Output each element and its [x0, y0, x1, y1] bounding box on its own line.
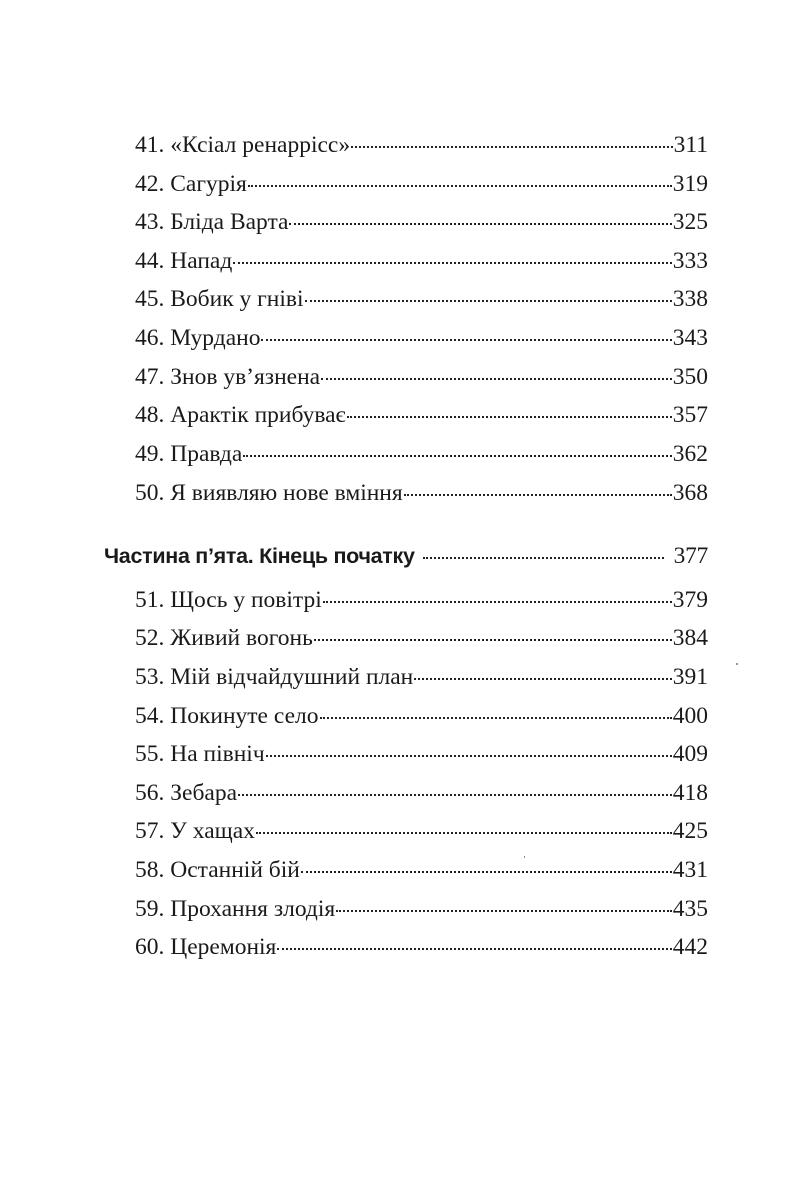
dot-leader: [277, 948, 671, 950]
toc-entry-title: 57. У хащах: [135, 818, 255, 844]
dot-leader: [261, 339, 671, 341]
toc-entry-page: 442: [672, 934, 708, 960]
dot-leader: [266, 755, 672, 757]
toc-entry: [135, 282, 708, 316]
dot-leader: [347, 416, 672, 418]
toc-entry-title: 54. Покинуте село: [135, 703, 319, 729]
toc-entry: [135, 776, 708, 810]
toc-entry: [135, 321, 708, 355]
toc-entry: [135, 583, 708, 617]
toc-entry: [135, 699, 708, 733]
toc-entry: [135, 437, 708, 471]
toc-entry: [135, 244, 708, 278]
dot-leader: [351, 146, 672, 148]
toc-entry: [135, 167, 708, 201]
toc-entry-page: 391: [672, 664, 708, 690]
dot-leader: [404, 494, 672, 496]
toc-entry-title: 46. Мурдано: [135, 325, 261, 351]
scan-speck: [524, 856, 525, 858]
dot-leader: [305, 300, 672, 302]
toc-part-title: Частина п’ята. Кінець початку: [104, 544, 415, 568]
dot-leader: [248, 185, 672, 187]
toc-entry-page: 362: [672, 441, 708, 467]
dot-leader: [289, 223, 671, 225]
toc-entry: [135, 814, 708, 848]
toc-entry-page: 425: [672, 818, 708, 844]
toc-entry: [135, 892, 708, 926]
toc-entry-page: 311: [673, 132, 708, 158]
toc-entry-page: 357: [672, 402, 708, 428]
toc-entry-title: 45. Вобик у гніві: [135, 286, 304, 312]
toc-entry-title: 55. На північ: [135, 741, 265, 767]
toc-entry-page: 435: [672, 896, 708, 922]
toc-part-page: 377: [673, 543, 708, 569]
toc-entry-title: 56. Зебара: [135, 780, 238, 806]
toc-entry-page: 338: [672, 286, 708, 312]
toc-entry: [135, 621, 708, 655]
toc-entry-title: 44. Напад: [135, 248, 233, 274]
toc-entry-title: 51. Щось у повітрі: [135, 587, 322, 613]
dot-leader: [243, 455, 671, 457]
toc-entry: [135, 737, 708, 771]
toc-entry-title: 49. Правда: [135, 441, 243, 467]
toc-entry-title: 43. Бліда Варта: [135, 209, 289, 235]
toc-entry-title: 48. Арактік прибуває: [135, 402, 346, 428]
dot-leader: [256, 832, 672, 834]
toc-part-heading: [104, 538, 708, 574]
toc-entry: [135, 930, 708, 964]
toc-entry: [135, 128, 708, 162]
dot-leader: [301, 871, 672, 873]
toc-entry-title: 52. Живий вогонь: [135, 625, 313, 651]
toc-entry: [135, 398, 708, 432]
toc-entry-page: 384: [672, 625, 708, 651]
toc-entry-title: 50. Я виявляю нове вміння: [135, 480, 403, 506]
toc-entry: [135, 476, 708, 510]
toc-entry-page: 368: [672, 480, 708, 506]
toc-entry-page: 325: [672, 209, 708, 235]
scan-speck: [736, 663, 738, 665]
toc-entry-page: 400: [672, 703, 708, 729]
dot-leader: [321, 378, 672, 380]
dot-leader: [233, 262, 671, 264]
toc-entry-page: 379: [672, 587, 708, 613]
toc-entry-title: 47. Знов ув’язнена: [135, 364, 321, 390]
toc-entry-title: 59. Прохання злодія: [135, 896, 336, 922]
toc-entry: [135, 853, 708, 887]
toc-entry-page: 431: [672, 857, 708, 883]
toc-entry-title: 42. Сагурія: [135, 171, 247, 197]
toc-entry-page: 333: [672, 248, 708, 274]
dot-leader: [320, 717, 672, 719]
dot-leader: [323, 601, 672, 603]
dot-leader: [336, 910, 672, 912]
toc-entry-title: 60. Церемонія: [135, 934, 277, 960]
toc-entry-page: 319: [672, 171, 708, 197]
dot-leader: [414, 678, 672, 680]
toc-entry-page: 418: [672, 780, 708, 806]
toc-entry-title: 58. Останній бій: [135, 857, 300, 883]
toc-entry-page: 350: [672, 364, 708, 390]
dot-leader: [238, 794, 672, 796]
toc-entry: [135, 360, 708, 394]
toc-entry: [135, 205, 708, 239]
dot-leader: [423, 557, 664, 559]
toc-entry-title: 53. Мій відчайдушний план: [135, 664, 414, 690]
toc-entry: [135, 660, 708, 694]
dot-leader: [314, 639, 672, 641]
toc-entry-page: 343: [672, 325, 708, 351]
toc-entry-title: 41. «Ксіал ренаррісс»: [135, 132, 351, 158]
toc-entry-page: 409: [672, 741, 708, 767]
